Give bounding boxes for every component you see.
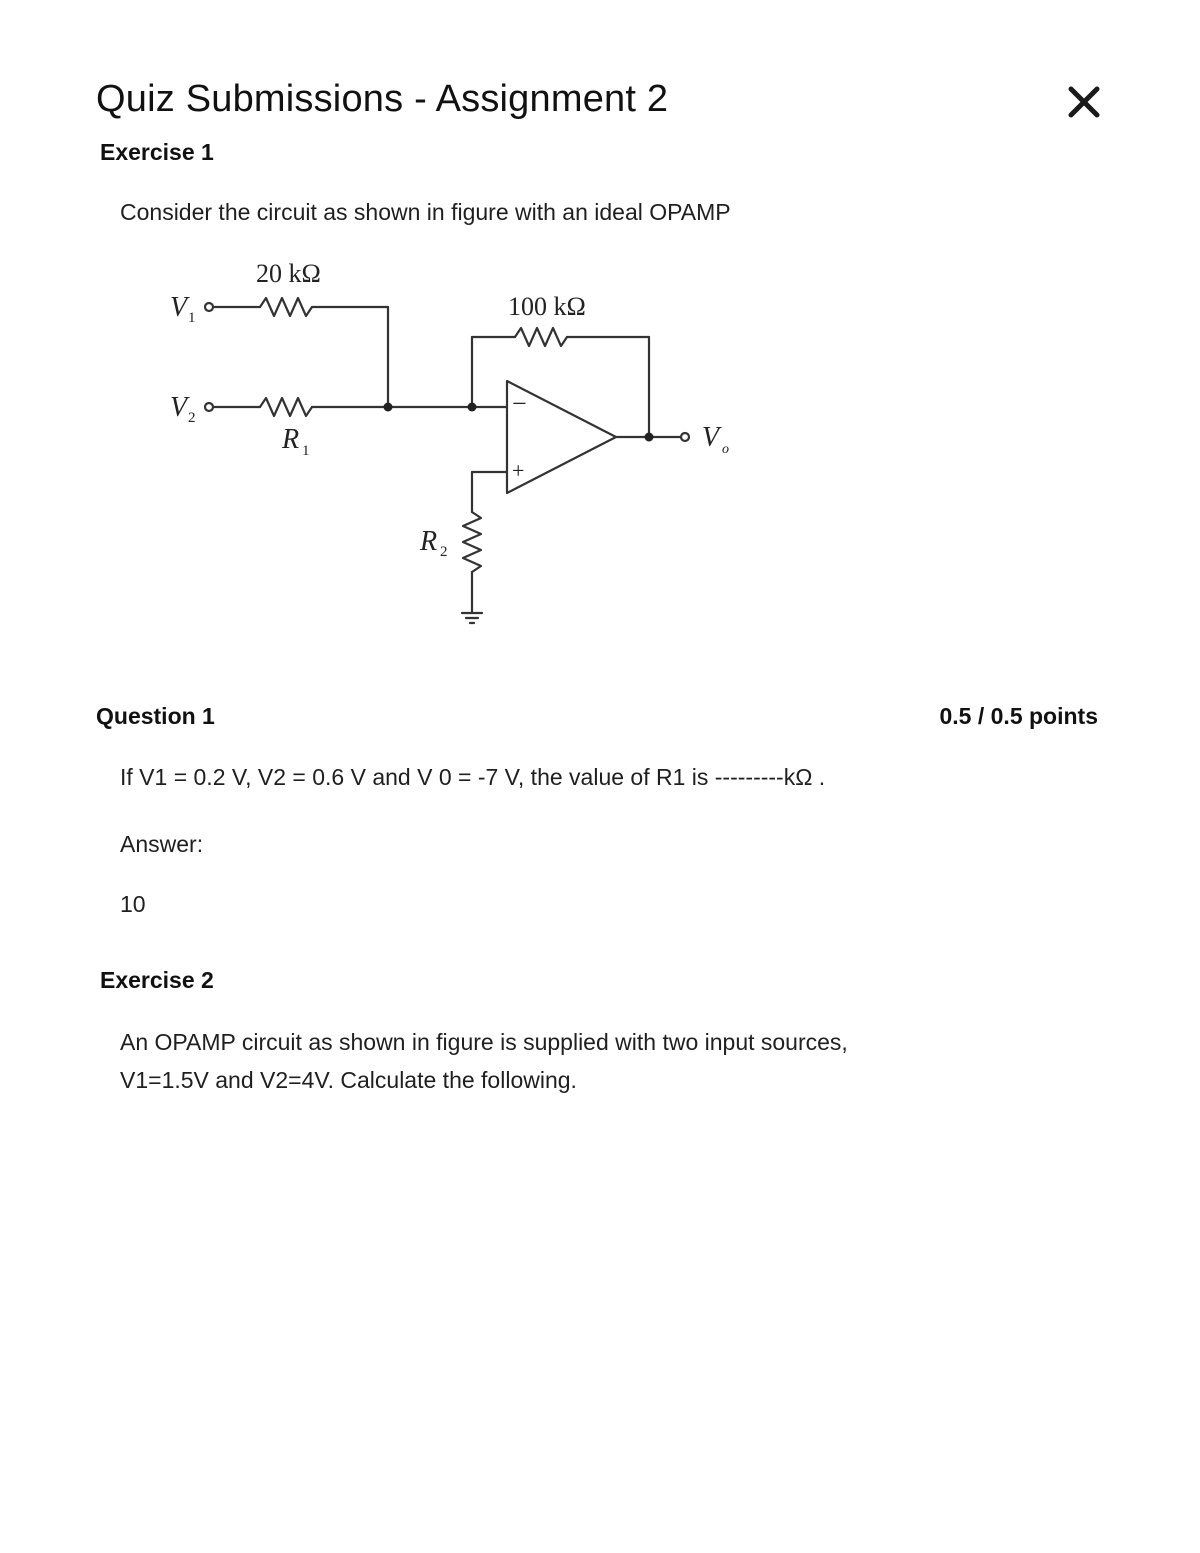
answer-label: Answer: (120, 831, 204, 857)
label-r2: R (420, 526, 438, 557)
label-v2-sub: 2 (188, 410, 196, 426)
question-1-score: 0.5 / 0.5 points (939, 703, 1098, 729)
exercise-2-line-2: V1=1.5V and V2=4V. Calculate the following. (120, 1067, 577, 1093)
label-vo: V (702, 422, 720, 453)
label-20k: 20 kΩ (256, 259, 321, 288)
resistor-r1 (260, 398, 312, 416)
label-vo-sub: o (722, 442, 729, 457)
label-v1-sub: 1 (188, 310, 196, 326)
label-100k: 100 kΩ (508, 292, 586, 321)
page-title: Quiz Submissions - Assignment 2 (96, 78, 669, 120)
label-r1: R (282, 424, 300, 455)
v2-terminal (205, 403, 213, 411)
question-1-text: If V1 = 0.2 V, V2 = 0.6 V and V 0 = -7 V, the value of R1 is ---------kΩ . (120, 764, 826, 790)
resistor-20k (260, 298, 312, 316)
resistor-r2 (463, 512, 481, 572)
close-button[interactable] (1060, 78, 1108, 126)
junction-dot (645, 433, 654, 442)
exercise-1-intro: Consider the circuit as shown in figure with an ideal OPAMP (120, 199, 731, 225)
junction-dot (384, 403, 393, 412)
label-minus: − (512, 389, 527, 418)
label-r1-sub: 1 (302, 443, 310, 459)
exercise-1-heading: Exercise 1 (100, 139, 214, 165)
answer-value: 10 (120, 891, 146, 917)
exercise-2-line-1: An OPAMP circuit as shown in figure is supplied with two input sources, (120, 1029, 848, 1055)
v1-terminal (205, 303, 213, 311)
exercise-2-heading: Exercise 2 (100, 967, 214, 993)
label-r2-sub: 2 (440, 544, 448, 560)
resistor-100k (515, 328, 567, 346)
close-icon (1067, 85, 1101, 119)
junction-dot (468, 403, 477, 412)
label-plus: + (512, 458, 525, 483)
question-1-heading: Question 1 (96, 703, 215, 729)
label-v2: V (170, 392, 188, 423)
label-v1: V (170, 292, 188, 323)
opamp-circuit-figure (150, 250, 770, 650)
vo-terminal (681, 433, 689, 441)
